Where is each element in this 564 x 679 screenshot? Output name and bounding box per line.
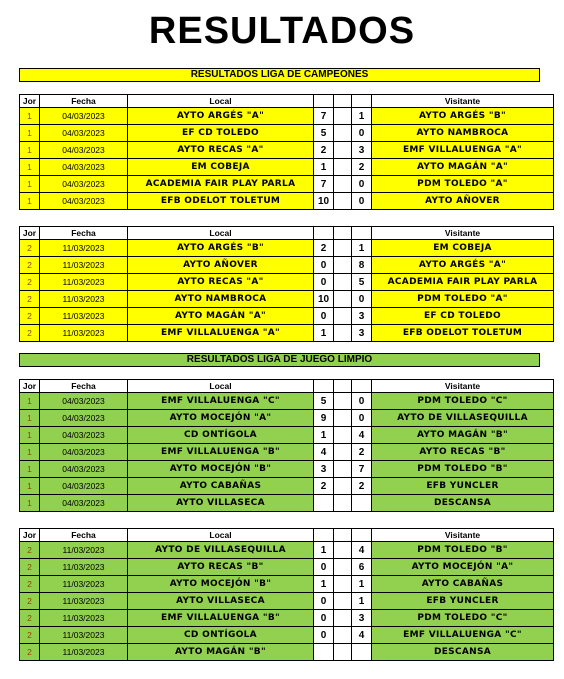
champions-league-banner: RESULTADOS LIGA DE CAMPEONES [19,68,540,82]
match-row [20,644,554,661]
match-row [20,240,554,257]
header-fecha: Fecha [40,95,128,108]
date-cell: 04/03/2023 [40,193,128,210]
match-row [20,108,554,125]
match-row [20,495,554,512]
home-score-cell: 0 [314,257,334,274]
away-score-cell: 5 [352,274,372,291]
date-cell: 11/03/2023 [40,257,128,274]
header-jor: Jor [20,227,40,240]
fairplay-league-banner: RESULTADOS LIGA DE JUEGO LIMPIO [19,353,540,367]
jornada-cell: 1 [20,410,40,427]
header-jor: Jor [20,95,40,108]
header-local: Local [128,380,314,393]
home-team-cell: AYTO MOCEJÓN "B" [128,461,314,478]
away-team-cell: PDM TOLEDO "C" [372,393,554,410]
away-team-cell: PDM TOLEDO "B" [372,542,554,559]
date-cell: 11/03/2023 [40,627,128,644]
away-team-cell: DESCANSA [372,495,554,512]
home-score-cell: 0 [314,559,334,576]
score-separator-cell [334,125,352,142]
jornada-cell: 2 [20,559,40,576]
score-separator-cell [334,274,352,291]
home-score-cell: 0 [314,274,334,291]
away-score-cell: 0 [352,393,372,410]
header-visitante: Visitante [372,380,554,393]
match-row [20,478,554,495]
jornada-cell: 2 [20,308,40,325]
score-separator-cell [334,593,352,610]
jornada-cell: 2 [20,542,40,559]
date-cell: 11/03/2023 [40,644,128,661]
home-score-cell: 2 [314,142,334,159]
home-team-cell: AYTO MOCEJÓN "A" [128,410,314,427]
home-score-cell: 2 [314,240,334,257]
away-score-cell: 4 [352,627,372,644]
header-visitante: Visitante [372,227,554,240]
match-row [20,461,554,478]
score-separator-cell [334,478,352,495]
home-team-cell: AYTO MOCEJÓN "B" [128,576,314,593]
jornada-cell: 2 [20,240,40,257]
away-score-cell: 2 [352,159,372,176]
away-team-cell: ACADEMIA FAIR PLAY PARLA [372,274,554,291]
away-team-cell: AYTO NAMBROCA [372,125,554,142]
match-row [20,257,554,274]
score-separator-cell [334,240,352,257]
jornada-cell: 2 [20,644,40,661]
date-cell: 04/03/2023 [40,393,128,410]
home-score-cell: 2 [314,478,334,495]
date-cell: 11/03/2023 [40,593,128,610]
away-team-cell: EM COBEJA [372,240,554,257]
match-row [20,393,554,410]
match-row [20,308,554,325]
away-team-cell: EMF VILLALUENGA "A" [372,142,554,159]
away-score-cell: 4 [352,542,372,559]
fairplay-round1-table [19,379,554,512]
table-header-row [20,95,554,108]
away-score-cell [352,644,372,661]
home-team-cell: AYTO MAGÁN "A" [128,308,314,325]
header-blank [314,380,334,393]
date-cell: 04/03/2023 [40,427,128,444]
fairplay-round2-table [19,528,554,661]
away-team-cell: PDM TOLEDO "C" [372,610,554,627]
away-score-cell: 1 [352,593,372,610]
match-row [20,142,554,159]
score-separator-cell [334,159,352,176]
date-cell: 04/03/2023 [40,444,128,461]
home-team-cell: CD ONTÍGOLA [128,627,314,644]
header-blank [334,529,352,542]
home-score-cell: 3 [314,461,334,478]
away-score-cell: 0 [352,410,372,427]
date-cell: 04/03/2023 [40,495,128,512]
score-separator-cell [334,325,352,342]
home-team-cell: EFB ODELOT TOLETUM [128,193,314,210]
match-row [20,427,554,444]
away-team-cell: EFB ODELOT TOLETUM [372,325,554,342]
header-blank [352,227,372,240]
score-separator-cell [334,644,352,661]
table-header-row [20,227,554,240]
away-team-cell: AYTO MAGÁN "B" [372,427,554,444]
home-score-cell: 1 [314,427,334,444]
date-cell: 04/03/2023 [40,176,128,193]
jornada-cell: 2 [20,627,40,644]
away-score-cell: 2 [352,478,372,495]
match-row [20,193,554,210]
header-visitante: Visitante [372,95,554,108]
home-score-cell: 1 [314,159,334,176]
header-local: Local [128,227,314,240]
away-team-cell: PDM TOLEDO "A" [372,291,554,308]
jornada-cell: 1 [20,393,40,410]
date-cell: 11/03/2023 [40,576,128,593]
header-blank [352,380,372,393]
home-score-cell: 1 [314,576,334,593]
jornada-cell: 1 [20,193,40,210]
header-blank [334,380,352,393]
away-score-cell: 0 [352,176,372,193]
home-team-cell: AYTO RECAS "A" [128,274,314,291]
score-separator-cell [334,542,352,559]
score-separator-cell [334,193,352,210]
jornada-cell: 1 [20,478,40,495]
header-fecha: Fecha [40,227,128,240]
table-header-row [20,380,554,393]
score-separator-cell [334,610,352,627]
away-score-cell: 0 [352,125,372,142]
match-row [20,410,554,427]
champions-round1-table [19,94,554,210]
header-visitante: Visitante [372,529,554,542]
away-team-cell: PDM TOLEDO "A" [372,176,554,193]
home-score-cell: 0 [314,610,334,627]
date-cell: 11/03/2023 [40,559,128,576]
away-score-cell: 0 [352,193,372,210]
jornada-cell: 2 [20,576,40,593]
away-team-cell: EMF VILLALUENGA "C" [372,627,554,644]
match-row [20,576,554,593]
jornada-cell: 1 [20,461,40,478]
header-blank [334,227,352,240]
score-separator-cell [334,576,352,593]
away-team-cell: DESCANSA [372,644,554,661]
date-cell: 11/03/2023 [40,308,128,325]
home-team-cell: AYTO VILLASECA [128,495,314,512]
away-team-cell: PDM TOLEDO "B" [372,461,554,478]
score-separator-cell [334,308,352,325]
match-row [20,559,554,576]
home-team-cell: AYTO VILLASECA [128,593,314,610]
header-local: Local [128,95,314,108]
score-separator-cell [334,291,352,308]
away-team-cell: AYTO CABAÑAS [372,576,554,593]
header-local: Local [128,529,314,542]
jornada-cell: 1 [20,444,40,461]
home-team-cell: AYTO RECAS "B" [128,559,314,576]
away-score-cell [352,495,372,512]
home-team-cell: AYTO NAMBROCA [128,291,314,308]
away-team-cell: AYTO ARGÉS "A" [372,257,554,274]
score-separator-cell [334,257,352,274]
score-separator-cell [334,627,352,644]
away-team-cell: EFB YUNCLER [372,593,554,610]
home-team-cell: EMF VILLALUENGA "C" [128,393,314,410]
score-separator-cell [334,559,352,576]
jornada-cell: 1 [20,427,40,444]
score-separator-cell [334,176,352,193]
match-row [20,444,554,461]
header-blank [314,95,334,108]
away-score-cell: 3 [352,142,372,159]
home-team-cell: EMF VILLALUENGA "B" [128,610,314,627]
home-team-cell: AYTO CABAÑAS [128,478,314,495]
away-score-cell: 0 [352,291,372,308]
home-team-cell: AYTO DE VILLASEQUILLA [128,542,314,559]
score-separator-cell [334,410,352,427]
home-team-cell: AYTO ARGÉS "A" [128,108,314,125]
home-team-cell: CD ONTÍGOLA [128,427,314,444]
home-score-cell: 7 [314,108,334,125]
jornada-cell: 1 [20,142,40,159]
home-score-cell: 1 [314,542,334,559]
score-separator-cell [334,461,352,478]
home-team-cell: AYTO MAGÁN "B" [128,644,314,661]
score-separator-cell [334,142,352,159]
away-team-cell: AYTO AÑOVER [372,193,554,210]
jornada-cell: 2 [20,291,40,308]
home-score-cell: 5 [314,393,334,410]
match-row [20,176,554,193]
home-score-cell [314,495,334,512]
date-cell: 04/03/2023 [40,410,128,427]
match-row [20,159,554,176]
away-score-cell: 1 [352,240,372,257]
away-score-cell: 6 [352,559,372,576]
match-row [20,325,554,342]
away-team-cell: AYTO MAGÁN "A" [372,159,554,176]
jornada-cell: 1 [20,159,40,176]
match-row [20,542,554,559]
away-score-cell: 1 [352,576,372,593]
jornada-cell: 1 [20,495,40,512]
date-cell: 11/03/2023 [40,610,128,627]
header-jor: Jor [20,529,40,542]
jornada-cell: 2 [20,274,40,291]
date-cell: 11/03/2023 [40,325,128,342]
away-team-cell: AYTO DE VILLASEQUILLA [372,410,554,427]
away-score-cell: 3 [352,325,372,342]
date-cell: 11/03/2023 [40,542,128,559]
match-row [20,593,554,610]
home-team-cell: EMF VILLALUENGA "A" [128,325,314,342]
header-fecha: Fecha [40,380,128,393]
header-jor: Jor [20,380,40,393]
match-row [20,125,554,142]
jornada-cell: 2 [20,610,40,627]
date-cell: 04/03/2023 [40,125,128,142]
score-separator-cell [334,393,352,410]
date-cell: 04/03/2023 [40,461,128,478]
home-team-cell: ACADEMIA FAIR PLAY PARLA [128,176,314,193]
away-team-cell: AYTO RECAS "B" [372,444,554,461]
score-separator-cell [334,108,352,125]
home-score-cell: 0 [314,593,334,610]
home-team-cell: AYTO AÑOVER [128,257,314,274]
home-team-cell: AYTO ARGÉS "B" [128,240,314,257]
away-score-cell: 1 [352,108,372,125]
away-score-cell: 3 [352,610,372,627]
header-blank [314,227,334,240]
jornada-cell: 2 [20,593,40,610]
header-blank [314,529,334,542]
date-cell: 11/03/2023 [40,240,128,257]
home-team-cell: AYTO RECAS "A" [128,142,314,159]
jornada-cell: 1 [20,108,40,125]
header-fecha: Fecha [40,529,128,542]
away-score-cell: 7 [352,461,372,478]
away-team-cell: EF CD TOLEDO [372,308,554,325]
away-score-cell: 2 [352,444,372,461]
page-title: RESULTADOS [148,10,416,52]
home-score-cell: 4 [314,444,334,461]
home-score-cell: 1 [314,325,334,342]
match-row [20,610,554,627]
home-score-cell: 5 [314,125,334,142]
away-team-cell: EFB YUNCLER [372,478,554,495]
date-cell: 04/03/2023 [40,142,128,159]
home-score-cell: 10 [314,291,334,308]
date-cell: 04/03/2023 [40,108,128,125]
score-separator-cell [334,495,352,512]
home-score-cell: 9 [314,410,334,427]
home-team-cell: EM COBEJA [128,159,314,176]
jornada-cell: 2 [20,257,40,274]
home-score-cell: 10 [314,193,334,210]
away-score-cell: 3 [352,308,372,325]
away-team-cell: AYTO ARGÉS "B" [372,108,554,125]
header-blank [352,529,372,542]
score-separator-cell [334,444,352,461]
jornada-cell: 1 [20,176,40,193]
champions-round2-table [19,226,554,342]
away-score-cell: 4 [352,427,372,444]
match-row [20,627,554,644]
away-score-cell: 8 [352,257,372,274]
jornada-cell: 2 [20,325,40,342]
date-cell: 11/03/2023 [40,291,128,308]
date-cell: 04/03/2023 [40,159,128,176]
table-header-row [20,529,554,542]
match-row [20,291,554,308]
match-row [20,274,554,291]
away-team-cell: AYTO MOCEJÓN "A" [372,559,554,576]
home-team-cell: EMF VILLALUENGA "B" [128,444,314,461]
home-score-cell [314,644,334,661]
home-score-cell: 7 [314,176,334,193]
header-blank [352,95,372,108]
header-blank [334,95,352,108]
date-cell: 04/03/2023 [40,478,128,495]
date-cell: 11/03/2023 [40,274,128,291]
home-score-cell: 0 [314,308,334,325]
home-score-cell: 0 [314,627,334,644]
home-team-cell: EF CD TOLEDO [128,125,314,142]
jornada-cell: 1 [20,125,40,142]
score-separator-cell [334,427,352,444]
